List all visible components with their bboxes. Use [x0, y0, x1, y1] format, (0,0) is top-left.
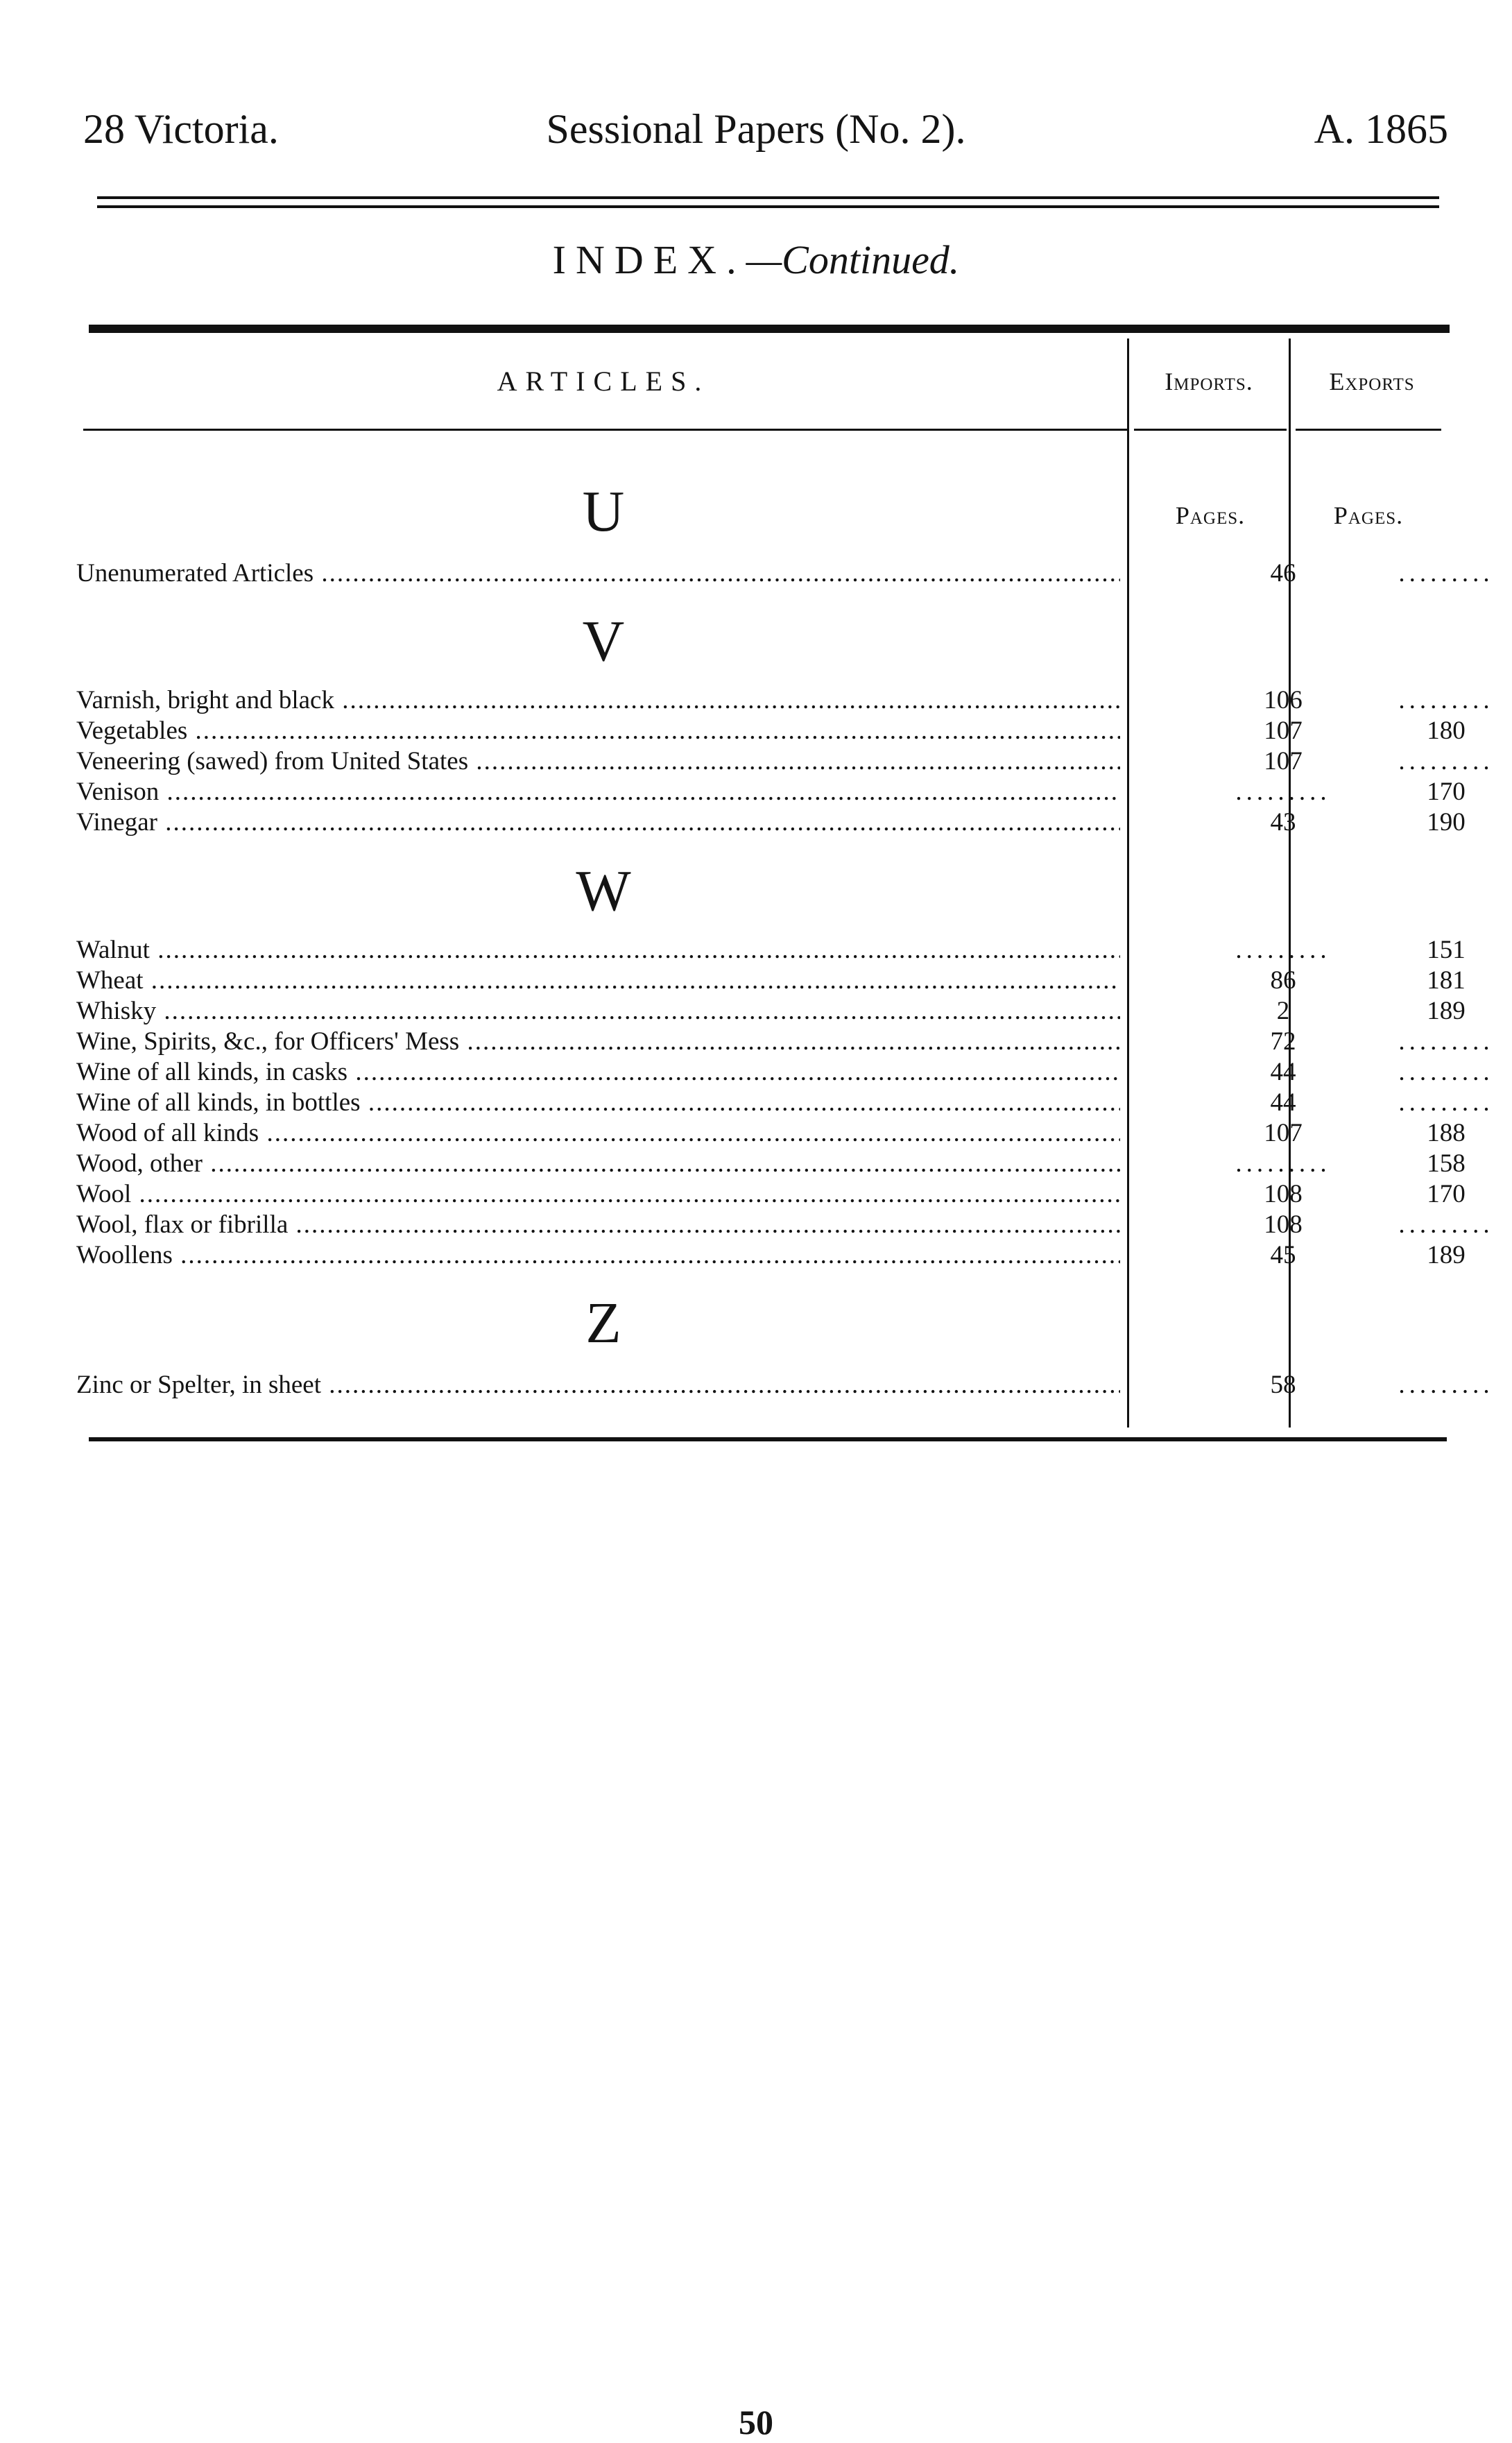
exports-page: .........: [1398, 686, 1494, 714]
imports-page: 106: [1264, 686, 1303, 714]
index-title-lead: INDEX.: [552, 237, 746, 282]
index-row: [76, 1370, 1494, 1400]
index-row: [76, 1149, 1466, 1179]
exports-page: 188: [1427, 1119, 1466, 1147]
index-row: [76, 935, 1466, 966]
article-name: Unenumerated Articles .....: [76, 558, 1120, 589]
exports-page: 181: [1427, 966, 1466, 995]
article-name: Whisky .....: [76, 996, 1120, 1027]
index-row: [76, 1179, 1466, 1210]
header-year: A. 1865: [1314, 106, 1448, 152]
imports-pages-label: Pages.: [1175, 502, 1246, 529]
exports-page: .........: [1398, 1027, 1494, 1056]
heading-rule-imports: [1134, 429, 1287, 431]
imports-page: .........: [1235, 778, 1331, 806]
index-row: [76, 685, 1494, 716]
index-title-continued: —Continued.: [746, 237, 960, 282]
index-row: [76, 996, 1466, 1027]
imports-page: 44: [1270, 1058, 1296, 1086]
imports-page: 107: [1264, 717, 1303, 745]
exports-pages-label: Pages.: [1333, 502, 1404, 529]
exports-page: 189: [1427, 1241, 1466, 1269]
section-letter-v: V: [582, 609, 625, 674]
article-name: Vinegar .....: [76, 807, 1120, 838]
heading-rule-articles: [83, 429, 1127, 431]
section-letter-z: Z: [585, 1291, 621, 1355]
article-name: Wood of all kinds .....: [76, 1118, 1120, 1149]
article-name: Wine of all kinds, in bottles .....: [76, 1088, 1120, 1118]
col-imports-heading: Imports.: [1165, 368, 1253, 395]
index-row: [76, 1057, 1494, 1088]
header-volume: 28 Victoria.: [83, 106, 279, 152]
imports-page: 58: [1270, 1371, 1296, 1399]
col-articles-heading: ARTICLES.: [497, 366, 710, 397]
article-name: Zinc or Spelter, in sheet .....: [76, 1370, 1120, 1400]
exports-page: .........: [1398, 559, 1494, 588]
exports-page: 170: [1427, 778, 1466, 806]
exports-page: .........: [1398, 747, 1494, 775]
imports-page: 107: [1264, 1119, 1303, 1147]
imports-page: 43: [1270, 808, 1296, 837]
imports-page: .........: [1235, 936, 1331, 964]
index-row: [76, 807, 1466, 838]
article-name: Wood, other .....: [76, 1149, 1120, 1179]
exports-page: .........: [1398, 1210, 1494, 1239]
section-letter-w: W: [576, 859, 631, 923]
exports-page: .........: [1398, 1371, 1494, 1399]
imports-page: 108: [1264, 1180, 1303, 1208]
imports-page: 72: [1270, 1027, 1296, 1056]
heading-rule-exports: [1296, 429, 1441, 431]
index-row: [76, 777, 1466, 807]
article-name: Wine of all kinds, in casks .....: [76, 1057, 1120, 1088]
index-row: [76, 1027, 1494, 1057]
imports-page: 107: [1264, 747, 1303, 775]
article-name: Wool .....: [76, 1179, 1120, 1210]
index-row: [76, 1240, 1466, 1271]
index-row: [76, 1210, 1494, 1240]
index-row: [76, 558, 1494, 589]
page-number: 50: [739, 2403, 773, 2442]
article-name: Wool, flax or fibrilla .....: [76, 1210, 1120, 1240]
table-top-rule: [89, 325, 1450, 333]
header-rule-top: [97, 196, 1439, 199]
exports-page: .........: [1398, 1088, 1494, 1117]
exports-page: .........: [1398, 1058, 1494, 1086]
imports-page: .........: [1235, 1149, 1331, 1178]
article-name: Varnish, bright and black .....: [76, 685, 1120, 716]
imports-page: 108: [1264, 1210, 1303, 1239]
exports-page: 190: [1427, 808, 1466, 837]
exports-page: 189: [1427, 997, 1466, 1025]
article-name: Venison .....: [76, 777, 1120, 807]
imports-page: 44: [1270, 1088, 1296, 1117]
exports-page: 180: [1427, 717, 1466, 745]
index-row: [76, 716, 1466, 746]
section-letter-u: U: [582, 479, 625, 544]
article-name: Wine, Spirits, &c., for Officers' Mess .....: [76, 1027, 1120, 1057]
index-row: [76, 1118, 1466, 1149]
exports-page: 170: [1427, 1180, 1466, 1208]
imports-page: 86: [1270, 966, 1296, 995]
header-series: Sessional Papers (No. 2).: [546, 106, 966, 152]
table-bottom-rule: [89, 1437, 1447, 1441]
imports-page: 2: [1276, 997, 1290, 1025]
index-row: [76, 1088, 1494, 1118]
exports-page: 151: [1427, 936, 1466, 964]
header-rule-bottom: [97, 205, 1439, 208]
article-name: Veneering (sawed) from United States .....: [76, 746, 1120, 777]
article-name: Woollens .....: [76, 1240, 1120, 1271]
index-row: [76, 746, 1494, 777]
imports-page: 46: [1270, 559, 1296, 588]
col-exports-heading: Exports: [1329, 368, 1415, 395]
article-name: Walnut .....: [76, 935, 1120, 966]
index-row: [76, 966, 1466, 996]
article-name: Wheat .....: [76, 966, 1120, 996]
article-name: Vegetables .....: [76, 716, 1120, 746]
imports-page: 45: [1270, 1241, 1296, 1269]
exports-page: 158: [1427, 1149, 1466, 1178]
index-title: [0, 236, 1512, 284]
